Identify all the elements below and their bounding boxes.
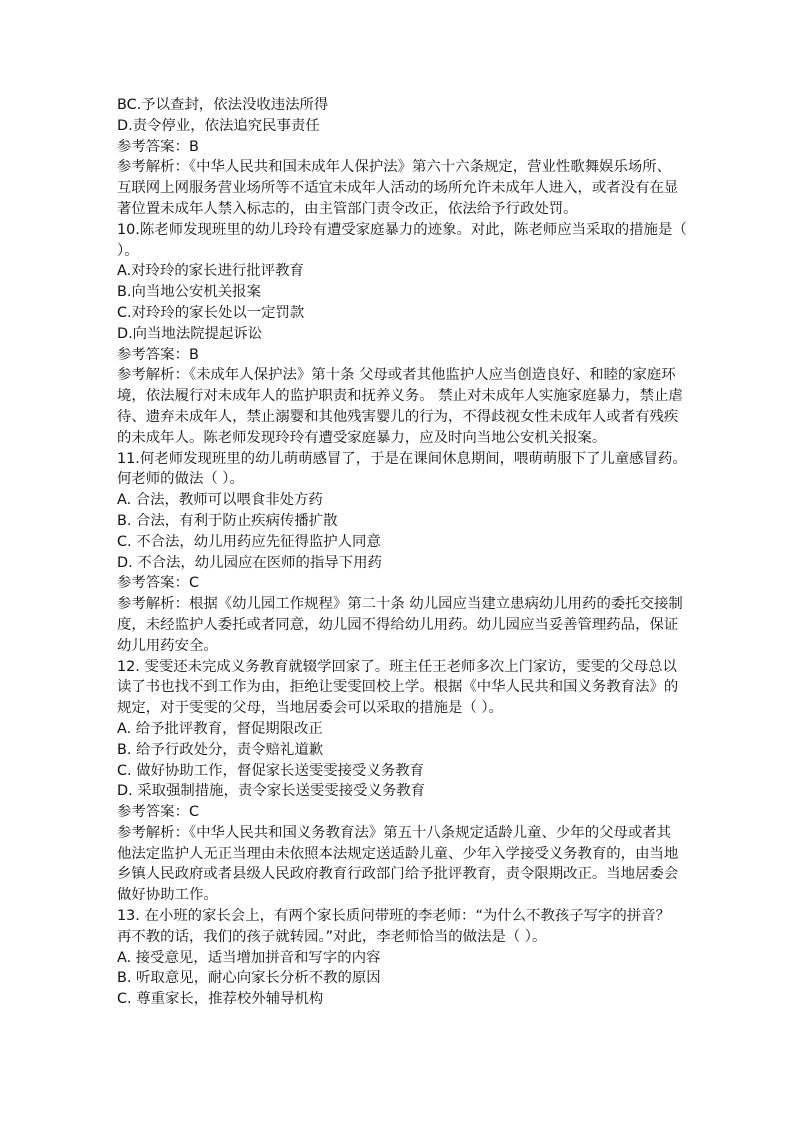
explanation-line: 参考解析：《中华人民共和国义务教育法》第五十八条规定适龄儿童、少年的父母或者其 xyxy=(117,824,672,841)
question-line: 12. 雯雯还未完成义务教育就辍学回家了。班主任王老师多次上门家访，雯雯的父母总以 xyxy=(117,658,677,675)
answer-line: 参考答案：C xyxy=(117,804,200,821)
answer-line: 参考答案：C xyxy=(117,575,200,592)
option-line: A. 接受意见，适当增加拼音和写字的内容 xyxy=(117,949,381,966)
option-line: B. 听取意见，耐心向家长分析不教的原因 xyxy=(117,970,381,987)
explanation-line: 的未成年人。陈老师发现玲玲有遭受家庭暴力，应及时向当地公安机关报案。 xyxy=(117,429,607,446)
option-line: B. 合法，有利于防止疾病传播扩散 xyxy=(117,512,338,529)
explanation-line: 著位置未成年人禁入标志的，由主管部门责令改正，依法给予行政处罚。 xyxy=(117,200,578,217)
explanation-line: 参考解析：根据《幼儿园工作规程》第二十条 幼儿园应当建立患病幼儿用药的委托交接制 xyxy=(117,596,683,613)
option-line: BC.予以查封，依法没收违法所得 xyxy=(117,97,329,113)
question-line: 规定，对于雯雯的父母，当地居委会可以采取的措施是（ ）。 xyxy=(117,700,503,717)
document-page xyxy=(117,95,697,1010)
option-line: A.对玲玲的家长进行批评教育 xyxy=(117,263,304,280)
answer-line: 参考答案：B xyxy=(117,138,199,155)
explanation-line: 他法定监护人无正当理由未依照本法规定送适龄儿童、少年入学接受义务教育的，由当地 xyxy=(117,845,679,862)
question-line: 何老师的做法（ ）。 xyxy=(117,471,244,488)
option-line: D.向当地法院提起诉讼 xyxy=(117,325,263,342)
explanation-line: 待、遗弃未成年人，禁止溺婴和其他残害婴儿的行为，不得歧视女性未成年人或者有残疾 xyxy=(117,408,679,425)
option-line: D.责令停业，依法追究民事责任 xyxy=(117,117,320,134)
option-line: C.对玲玲的家长处以一定罚款 xyxy=(117,304,305,321)
option-line: B.向当地公安机关报案 xyxy=(117,284,261,301)
question-line: 再不教的话，我们的孩子就转园。”对此，李老师恰当的做法是（ ）。 xyxy=(117,928,547,945)
option-line: B. 给予行政处分，责令赔礼道歉 xyxy=(117,741,324,758)
explanation-line: 参考解析：《未成年人保护法》第十条 父母或者其他监护人应当创造良好、和睦的家庭环 xyxy=(117,367,676,384)
explanation-line: 度，未经监护人委托或者同意，幼儿园不得给幼儿用药。幼儿园应当妥善管理药品，保证 xyxy=(117,616,679,633)
question-line: 13. 在小班的家长会上，有两个家长质问带班的李老师：“为什么不教孩子写字的拼音？ xyxy=(117,908,670,925)
question-line: 10.陈老师发现班里的幼儿玲玲有遭受家庭暴力的迹象。对此，陈老师应当采取的措施是（ xyxy=(117,221,687,238)
explanation-line: 幼儿用药安全。 xyxy=(117,637,218,654)
question-line: ）。 xyxy=(117,242,139,259)
option-line: D. 采取强制措施，责令家长送雯雯接受义务教育 xyxy=(117,783,426,800)
explanation-line: 做好协助工作。 xyxy=(117,887,218,904)
option-line: C. 不合法，幼儿用药应先征得监护人同意 xyxy=(117,533,381,550)
explanation-line: 乡镇人民政府或者县级人民政府教育行政部门给予批评教育，责令限期改正。当地居委会 xyxy=(117,866,679,883)
option-line: A. 合法，教师可以喂食非处方药 xyxy=(117,492,323,509)
explanation-line: 参考解析：《中华人民共和国未成年人保护法》第六十六条规定，营业性歌舞娱乐场所、 xyxy=(117,159,672,176)
option-line: C. 尊重家长，推荐校外辅导机构 xyxy=(117,991,324,1008)
option-line: D. 不合法，幼儿园应在医师的指导下用药 xyxy=(117,554,382,571)
question-line: 读了书也找不到工作为由，拒绝让雯雯回校上学。根据《中华人民共和国义务教育法》的 xyxy=(117,679,679,696)
explanation-line: 境，依法履行对未成年人的监护职责和抚养义务。 禁止对未成年人实施家庭暴力，禁止虐 xyxy=(117,388,683,405)
question-line: 11.何老师发现班里的幼儿萌萌感冒了，于是在课间休息期间，喂萌萌服下了儿童感冒药。 xyxy=(117,450,687,467)
option-line: A. 给予批评教育，督促期限改正 xyxy=(117,720,323,737)
explanation-line: 互联网上网服务营业场所等不适宜未成年人活动的场所允许未成年人进入，或者没有在显 xyxy=(117,180,679,197)
answer-line: 参考答案：B xyxy=(117,346,199,363)
option-line: C. 做好协助工作，督促家长送雯雯接受义务教育 xyxy=(117,762,425,779)
